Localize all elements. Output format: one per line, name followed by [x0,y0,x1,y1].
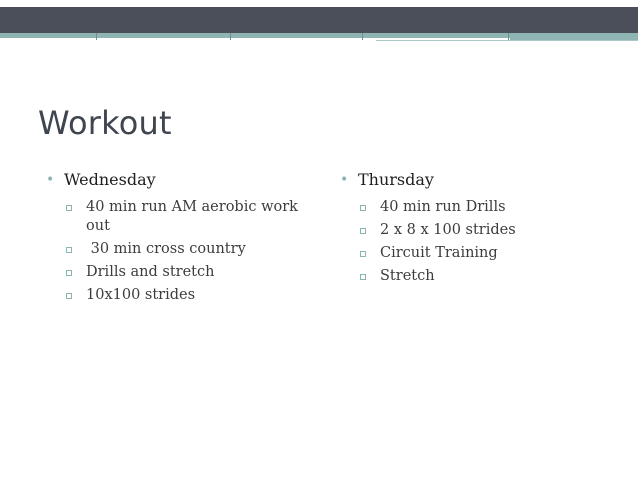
column-wednesday [46,170,316,309]
sub-bullet-list [340,198,600,286]
header-band [0,7,638,33]
square-bullet-icon [360,228,366,234]
square-bullet-icon [66,205,72,211]
list-item: 10x100 strides [46,286,316,305]
list-item: Drills and stretch [46,263,316,282]
slide-title: Workout [38,104,172,142]
square-bullet-icon [66,247,72,253]
list-item: 40 min run Drills [340,198,600,217]
header-accent-band-right [510,33,638,40]
band-divider [362,33,363,40]
square-bullet-icon [360,274,366,280]
band-divider [508,33,509,40]
heading-text: Thursday [358,170,434,189]
list-item: Stretch [340,267,600,286]
square-bullet-icon [66,270,72,276]
band-divider [96,33,97,40]
square-bullet-icon [360,205,366,211]
square-bullet-icon [66,293,72,299]
list-item: 2 x 8 x 100 strides [340,221,600,240]
sub-bullet-list [46,198,316,305]
bullet-dot-icon: • [340,172,349,188]
square-bullet-icon [360,251,366,257]
bullet-dot-icon: • [46,172,55,188]
header-underline [376,40,638,41]
heading-text: Wednesday [64,170,156,189]
column-thursday [340,170,600,290]
band-divider [230,33,231,40]
bullet-heading [46,170,316,190]
bullet-heading [340,170,600,190]
list-item: Circuit Training [340,244,600,263]
list-item: 30 min cross country [46,240,316,259]
list-item: 40 min run AM aerobic work out [46,198,316,236]
